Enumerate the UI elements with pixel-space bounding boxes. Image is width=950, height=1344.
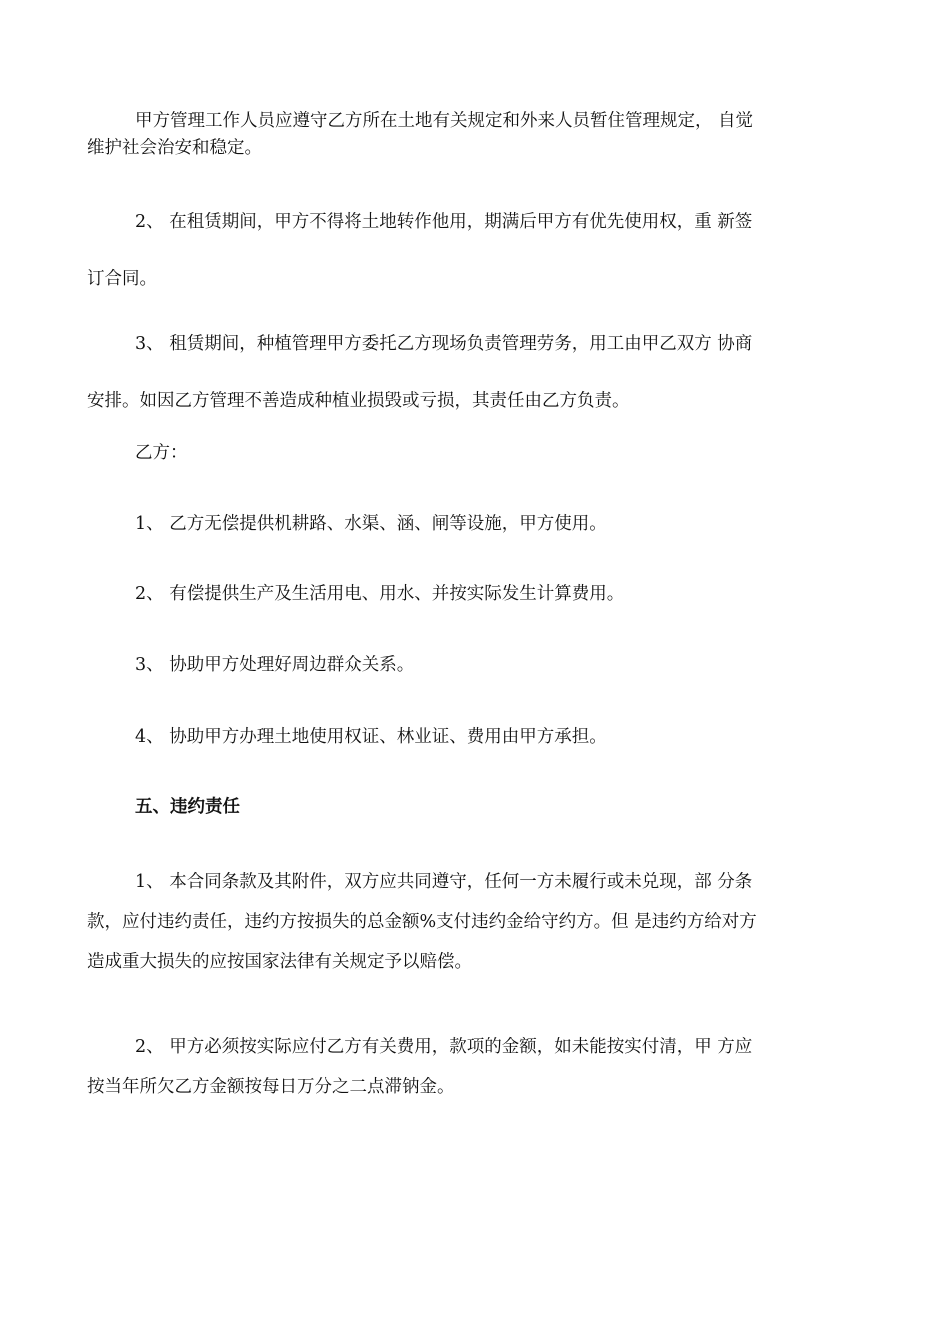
text-line: 3、 租赁期间，种植管理甲方委托乙方现场负责管理劳务，用工由甲乙双方 协商 — [135, 334, 753, 354]
text-line: 甲方管理工作人员应遵守乙方所在土地有关规定和外来人员暂住管理规定， 自觉 — [135, 111, 754, 131]
paragraph-party-b-heading — [87, 438, 867, 468]
text-line: 订合同。 — [87, 269, 157, 289]
text-line: 五、违约责任 — [135, 797, 240, 817]
text-line: 乙方： — [135, 443, 188, 463]
paragraph-party-b-item-1 — [87, 509, 867, 539]
paragraph-party-b-item-4 — [87, 722, 867, 752]
text-line: 维护社会治安和稳定。 — [87, 138, 262, 158]
text-line: 按当年所欠乙方金额按每日万分之二点滞钠金。 — [87, 1077, 455, 1097]
text-line: 2、 在租赁期间，甲方不得将土地转作他用，期满后甲方有优先使用权，重 新签 — [135, 212, 753, 232]
paragraph-party-b-item-2 — [87, 579, 867, 609]
paragraph-clause-3 — [87, 316, 867, 430]
paragraph-management-rules — [87, 108, 867, 162]
section-heading-breach-liability — [87, 792, 867, 822]
text-line: 安排。如因乙方管理不善造成种植业损毁或亏损，其责任由乙方负责。 — [87, 391, 630, 411]
paragraph-party-b-item-3 — [87, 650, 867, 680]
paragraph-breach-clause-1 — [87, 862, 867, 982]
text-line: 款，应付违约责任，违约方按损失的总金额%支付违约金给守约方。但 是违约方给对方 — [87, 912, 757, 932]
text-line: 2、 甲方必须按实际应付乙方有关费用，款项的金额，如未能按实付清，甲 方应 — [135, 1037, 753, 1057]
text-line: 造成重大损失的应按国家法律有关规定予以赔偿。 — [87, 952, 472, 972]
text-line: 1、 乙方无偿提供机耕路、水渠、涵、闸等设施，甲方使用。 — [135, 514, 607, 534]
text-line: 1、 本合同条款及其附件，双方应共同遵守，任何一方未履行或未兑现，部 分条 — [135, 872, 753, 892]
text-line: 4、 协助甲方办理土地使用权证、林业证、费用由甲方承担。 — [135, 727, 607, 747]
text-line: 3、 协助甲方处理好周边群众关系。 — [135, 655, 415, 675]
paragraph-breach-clause-2 — [87, 1027, 867, 1107]
text-line: 2、 有偿提供生产及生活用电、用水、并按实际发生计算费用。 — [135, 584, 625, 604]
paragraph-clause-2 — [87, 194, 867, 308]
